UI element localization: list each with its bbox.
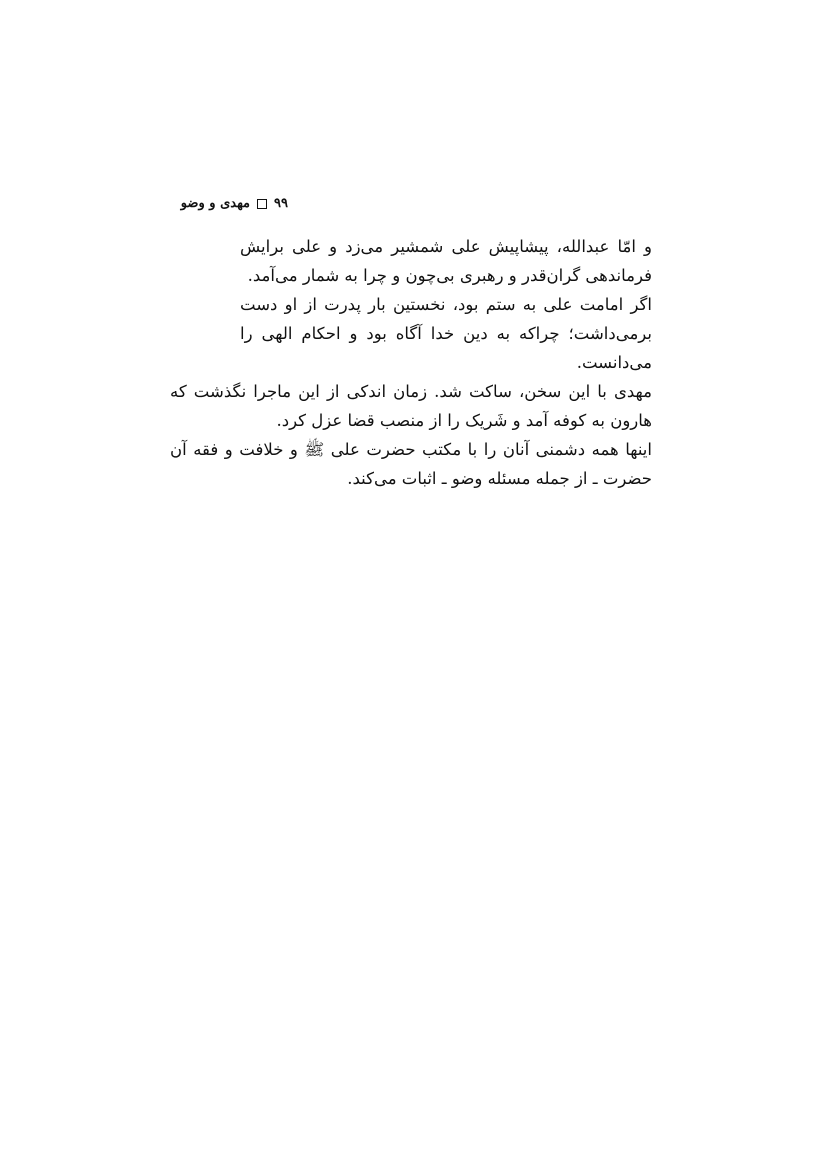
- paragraph-3: مهدی با این سخن، ساکت شد. زمان اندکی از این ماجرا نگذشت که هارون به کوفه آمد و شَریک را از منصب قضا عزل کرد.: [170, 382, 652, 430]
- running-header-title: مهدی و وضو: [180, 196, 251, 211]
- running-header: [170, 196, 288, 211]
- paragraph-quote-1: و امّا عبدالله، پیشاپیش علی شمشیر می‌زد و علی برایش فرماندهی گران‌قدر و رهبری بی‌چون و چرا به شمار می‌آمد.: [240, 237, 652, 285]
- paragraph-quote-2: اگر امامت علی به ستم بود، نخستین بار پدرت از او دست برمی‌داشت؛ چراکه به دین خدا آگاه بود و احکام الهی را می‌دانست.: [240, 295, 652, 372]
- body-text: [170, 232, 652, 493]
- square-separator-icon: [257, 199, 267, 209]
- page-number: ۹۹: [274, 196, 288, 211]
- paragraph-4: اینها همه دشمنی آنان را با مکتب حضرت علی ﷺ و خلافت و فقه آن حضرت ـ از جمله مسئله وضو ـ اثبات می‌کند.: [170, 440, 652, 488]
